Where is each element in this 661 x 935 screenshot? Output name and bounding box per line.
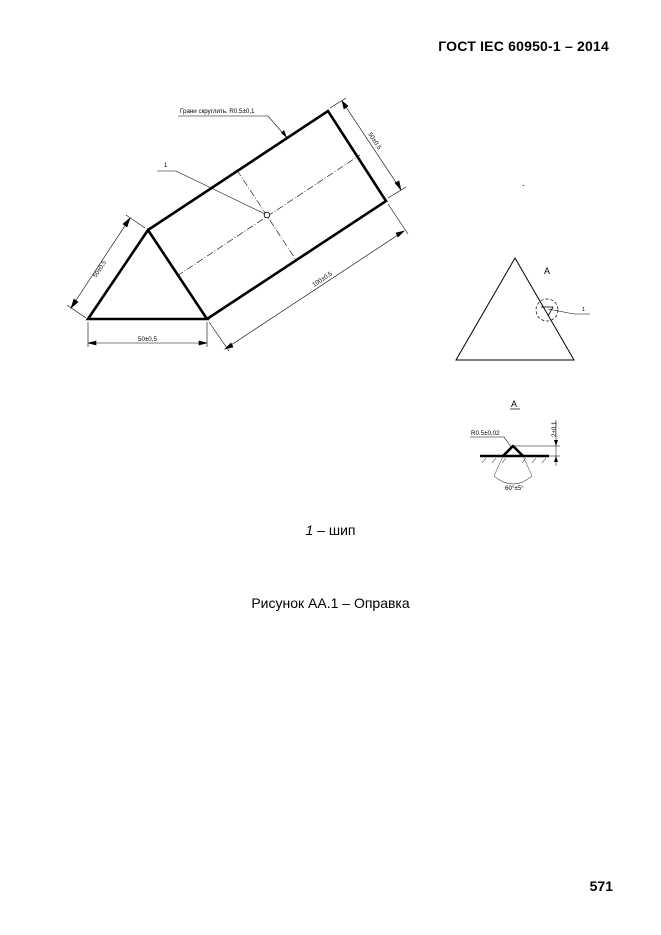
detail-radius-text: R0.5±0,02 <box>471 430 500 437</box>
callout-1-label: 1 <box>164 163 168 169</box>
callout-spike-main <box>157 163 270 218</box>
edge-note <box>178 108 287 138</box>
dim-triangle-base-text: 50±0,5 <box>138 336 157 343</box>
dim-prism-length <box>209 204 408 351</box>
document-header: ГОСТ IEC 60950-1 – 2014 <box>438 38 609 54</box>
dim-triangle-base <box>88 322 207 347</box>
figure-legend <box>0 522 661 538</box>
figure-caption: Рисунок АА.1 – Оправка <box>251 595 410 611</box>
prism-outline <box>88 111 386 319</box>
legend-text: – шип <box>313 522 356 538</box>
detail-angle-text: 60°±5° <box>505 485 524 492</box>
edge-note-text: Грани скруглить. R0.5±0,1 <box>180 108 255 115</box>
dim-triangle-side-text: 50±0,5 <box>91 259 108 280</box>
legend-number: 1 <box>305 522 314 538</box>
end-view-mark: A <box>544 266 551 276</box>
dim-prism-length-text: 100±0,5 <box>311 270 334 289</box>
dim-prism-width-text: 50±0,5 <box>366 131 383 151</box>
detail-height-text: 2±0,1 <box>551 421 558 437</box>
dim-triangle-side <box>67 215 145 318</box>
end-view-callout-1: 1 <box>582 307 586 313</box>
page-number: 571 <box>589 878 613 894</box>
end-view <box>456 178 590 360</box>
stray-dot: . <box>522 178 525 188</box>
dim-prism-width <box>330 98 406 198</box>
detail-a-title: A <box>511 399 518 409</box>
detail-a <box>470 399 560 492</box>
